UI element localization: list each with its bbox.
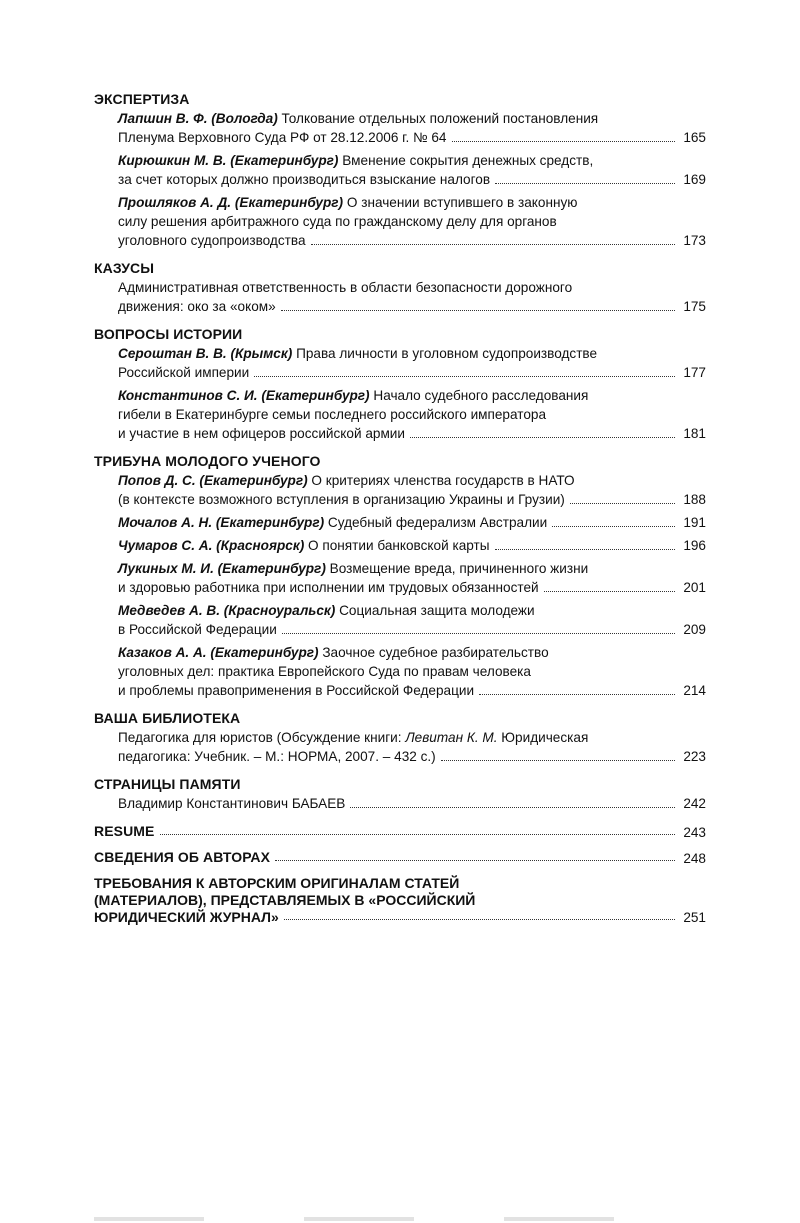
entry-last-line: (в контексте возможного вступления в организацию Украины и Грузии) [118, 492, 565, 507]
page-number: 223 [683, 749, 706, 764]
section-title-line: (МАТЕРИАЛОВ), ПРЕДСТАВЛЯЕМЫХ В «РОССИЙСКИЙ [94, 892, 476, 908]
entry-author: Мочалов А. Н. (Екатеринбург) [118, 515, 325, 530]
page-number: 188 [683, 492, 706, 507]
dot-leader [495, 183, 675, 184]
section-title: ВОПРОСЫ ИСТОРИИ [94, 326, 243, 342]
page-number: 242 [683, 796, 706, 811]
dot-leader [479, 694, 675, 695]
toc-entry[interactable] [94, 601, 706, 639]
dot-leader [441, 760, 675, 761]
page-number: 173 [683, 233, 706, 248]
dot-leader [570, 503, 675, 504]
dot-leader [350, 807, 675, 808]
entry-last-line: Пленума Верховного Суда РФ от 28.12.2006 г. № 64 [118, 130, 447, 145]
dot-leader [410, 437, 675, 438]
entry-author: Казаков А. А. (Екатеринбург) [118, 645, 319, 660]
section-title: КАЗУСЫ [94, 260, 155, 276]
entry-text-line: Вменение сокрытия денежных средств, [342, 153, 594, 168]
dot-leader [495, 549, 675, 550]
entry-text-line: Возмещение вреда, причиненного жизни [329, 561, 589, 576]
entry-last-line: за счет которых должно производиться взыскание налогов [118, 172, 491, 187]
footer-mark [504, 1217, 614, 1221]
page-number: 201 [683, 580, 706, 595]
entry-text-line: силу решения арбитражного суда по гражданскому делу для органов [118, 214, 557, 229]
toc-entry[interactable] [94, 344, 706, 382]
page-number: 175 [683, 299, 706, 314]
entry-text-line: О критериях членства государств в НАТО [311, 473, 575, 488]
entry-text-line: Заочное судебное разбирательство [322, 645, 549, 660]
toc-entry[interactable] [94, 471, 706, 509]
section-title: СТРАНИЦЫ ПАМЯТИ [94, 776, 241, 792]
page-number: 165 [683, 130, 706, 145]
section-title-line: ТРЕБОВАНИЯ К АВТОРСКИМ ОРИГИНАЛАМ СТАТЕЙ [94, 875, 460, 891]
entry-author: Попов Д. С. (Екатеринбург) [118, 473, 308, 488]
toc-entry-authors-info[interactable] [94, 849, 706, 866]
page-number: 177 [683, 365, 706, 380]
page-bottom-marks [94, 1213, 706, 1223]
entry-last-line: педагогика: Учебник. – М.: НОРМА, 2007. – 432 с.) [118, 749, 436, 764]
toc-entry[interactable] [94, 193, 706, 250]
toc-section-history [94, 326, 706, 443]
toc-entry[interactable] [94, 513, 706, 532]
entry-author: Константинов С. И. (Екатеринбург) [118, 388, 370, 403]
entry-last-line: движения: око за «оком» [118, 299, 276, 314]
footer-mark [94, 1217, 204, 1221]
entry-last-line: Российской империи [118, 365, 250, 380]
entry-author: Сероштан В. В. (Крымск) [118, 346, 293, 361]
dot-leader [552, 526, 675, 527]
entry-last-line: О понятии банковской карты [308, 538, 490, 553]
toc-entry[interactable] [94, 151, 706, 189]
page-number: 214 [683, 683, 706, 698]
entry-last-line: и участие в нем офицеров российской армии [118, 426, 405, 441]
toc-section-young-scientist [94, 453, 706, 700]
toc-section-cases [94, 260, 706, 316]
toc-entry-requirements[interactable] [94, 875, 706, 925]
entry-author: Кирюшкин М. В. (Екатеринбург) [118, 153, 339, 168]
section-title: ТРИБУНА МОЛОДОГО УЧЕНОГО [94, 453, 321, 469]
toc-entry[interactable] [94, 643, 706, 700]
dot-leader [281, 310, 675, 311]
toc-entry[interactable] [94, 794, 706, 813]
toc-entry[interactable] [94, 536, 706, 555]
entry-last-line: Судебный федерализм Австралии [327, 515, 548, 530]
entry-last-line: и проблемы правоприменения в Российской Федерации [118, 683, 475, 698]
entry-text-line: О значении вступившего в законную [346, 195, 578, 210]
entry-author: Прошляков А. Д. (Екатеринбург) [118, 195, 344, 210]
dot-leader [275, 860, 675, 861]
toc-entry[interactable] [94, 278, 706, 316]
toc-entry[interactable] [94, 386, 706, 443]
entry-text-line: Педагогика для юристов (Обсуждение книги: [118, 730, 406, 745]
dot-leader [544, 591, 675, 592]
section-title: ЭКСПЕРТИЗА [94, 91, 190, 107]
section-title: ВАША БИБЛИОТЕКА [94, 710, 241, 726]
page-number: 243 [683, 825, 706, 840]
entry-author: Лукиных М. И. (Екатеринбург) [118, 561, 326, 576]
page-number: 209 [683, 622, 706, 637]
toc-entry[interactable] [94, 109, 706, 147]
section-title: RESUME [94, 823, 155, 839]
entry-text-line: Социальная защита молодежи [339, 603, 535, 618]
entry-text-line: Начало судебного расследования [373, 388, 589, 403]
toc-section-memory [94, 776, 706, 813]
table-of-contents [94, 91, 706, 925]
entry-text-line: Административная ответственность в области безопасности дорожного [118, 280, 573, 295]
dot-leader [452, 141, 676, 142]
entry-text-line: Толкование отдельных положений постановления [281, 111, 599, 126]
dot-leader [254, 376, 675, 377]
footer-mark [304, 1217, 414, 1221]
entry-author: Медведев А. В. (Красноуральск) [118, 603, 336, 618]
toc-entry-resume[interactable] [94, 823, 706, 840]
page-number: 251 [683, 910, 706, 925]
toc-section-expertise [94, 91, 706, 250]
page-number: 191 [683, 515, 706, 530]
dot-leader [311, 244, 675, 245]
section-title-last-line: ЮРИДИЧЕСКИЙ ЖУРНАЛ» [94, 909, 279, 925]
page-number: 248 [683, 851, 706, 866]
page-number: 181 [683, 426, 706, 441]
dot-leader [284, 919, 675, 920]
entry-last-line: в Российской Федерации [118, 622, 277, 637]
page-number: 196 [683, 538, 706, 553]
dot-leader [282, 633, 675, 634]
entry-last-line: Владимир Константинович БАБАЕВ [118, 796, 346, 811]
section-title: СВЕДЕНИЯ ОБ АВТОРАХ [94, 849, 271, 865]
entry-text-line: Права личности в уголовном судопроизводстве [296, 346, 598, 361]
entry-last-line: уголовного судопроизводства [118, 233, 306, 248]
entry-author: Лапшин В. Ф. (Вологда) [118, 111, 278, 126]
book-author: Левитан К. М. [405, 730, 498, 745]
toc-section-library [94, 710, 706, 766]
dot-leader [160, 834, 676, 835]
entry-text-line: Юридическая [497, 730, 589, 745]
toc-entry[interactable] [94, 559, 706, 597]
entry-author: Чумаров С. А. (Красноярск) [118, 538, 305, 553]
entry-text-line: гибели в Екатеринбурге семьи последнего российского императора [118, 407, 547, 422]
entry-last-line: и здоровью работника при исполнении им трудовых обязанностей [118, 580, 539, 595]
toc-entry[interactable] [94, 728, 706, 766]
page-number: 169 [683, 172, 706, 187]
entry-text-line: уголовных дел: практика Европейского Суда по правам человека [118, 664, 531, 679]
